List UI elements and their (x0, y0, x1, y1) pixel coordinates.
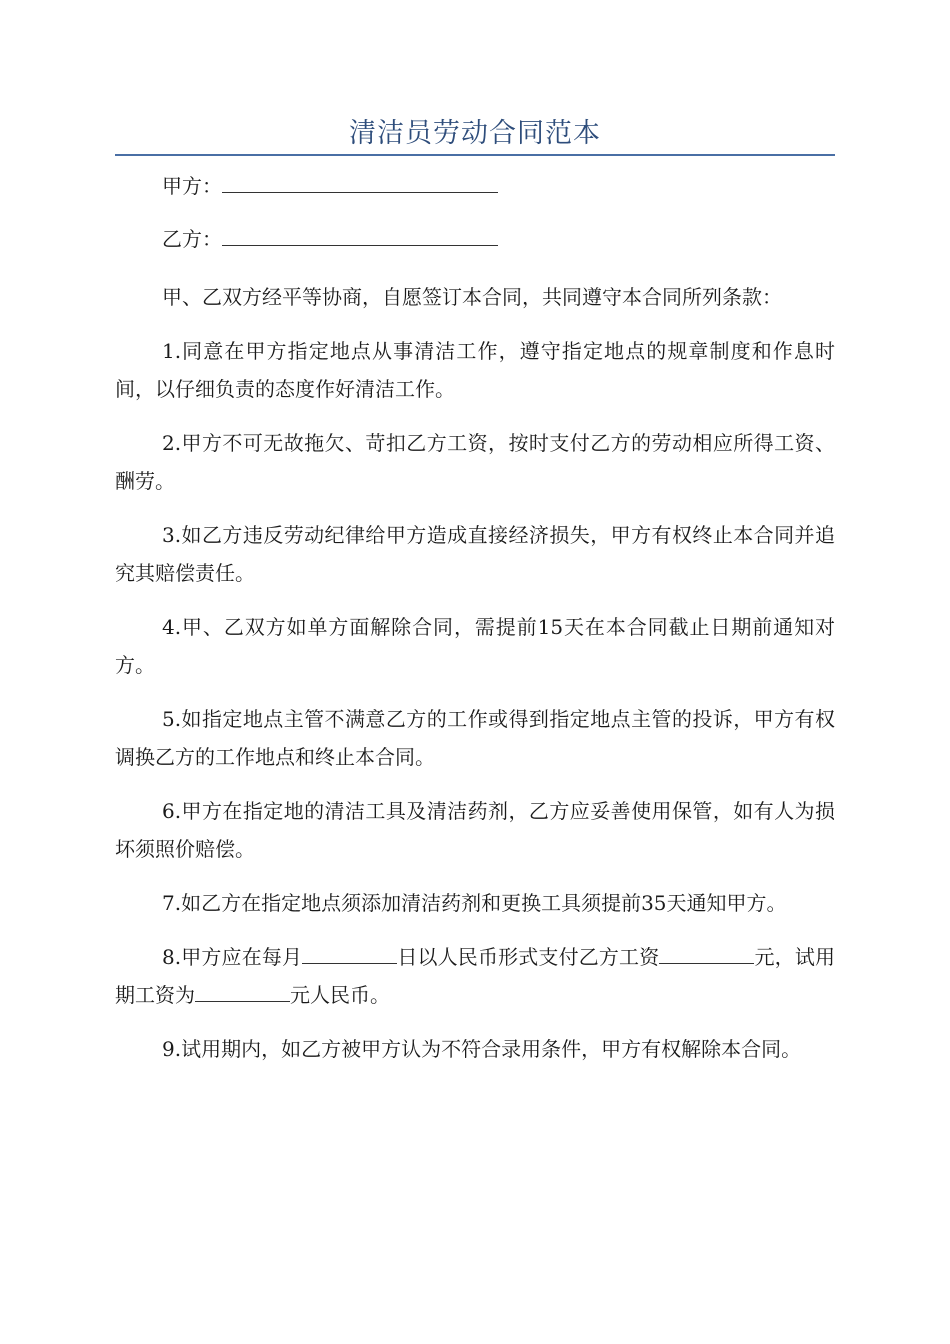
clause-6: 6.甲方在指定地的清洁工具及清洁药剂，乙方应妥善使用保管，如有人为损坏须照价赔偿。 (115, 799, 835, 861)
party-b-label: 乙方： (162, 227, 222, 251)
clause-8-part3: 元，试用期工资为 (115, 945, 835, 1007)
intro-paragraph: 甲、乙双方经平等协商，自愿签订本合同，共同遵守本合同所列条款： (162, 285, 782, 309)
clause-8-part2: 日以人民币形式支付乙方工资 (397, 945, 660, 969)
clause-1: 1.同意在甲方指定地点从事清洁工作，遵守指定地点的规章制度和作息时间，以仔细负责的态度作好清洁工作。 (115, 339, 835, 401)
clause-8 (115, 938, 835, 1014)
clause-3: 3.如乙方违反劳动纪律给甲方造成直接经济损失，甲方有权终止本合同并追究其赔偿责任。 (115, 523, 835, 585)
party-b-blank (222, 227, 498, 246)
probation-salary-blank (195, 981, 290, 1002)
clause-8-part4: 元人民币。 (290, 983, 390, 1007)
document-body (115, 172, 835, 1084)
salary-blank (659, 943, 754, 964)
clause-7: 7.如乙方在指定地点须添加清洁药剂和更换工具须提前35天通知甲方。 (162, 891, 787, 915)
clause-2: 2.甲方不可无故拖欠、苛扣乙方工资，按时支付乙方的劳动相应所得工资、酬劳。 (115, 431, 835, 493)
clause-4: 4.甲、乙双方如单方面解除合同，需提前15天在本合同截止日期前通知对方。 (115, 615, 835, 677)
pay-day-blank (302, 943, 397, 964)
clause-9: 9.试用期内，如乙方被甲方认为不符合录用条件，甲方有权解除本合同。 (162, 1037, 802, 1061)
document-title: 清洁员劳动合同范本 (349, 118, 601, 149)
clause-5: 5.如指定地点主管不满意乙方的工作或得到指定地点主管的投诉，甲方有权调换乙方的工作地点和终止本合同。 (115, 707, 835, 769)
title-underline (115, 154, 835, 156)
party-b-line (115, 225, 835, 253)
party-a-label: 甲方： (162, 174, 222, 198)
party-a-line (115, 172, 835, 200)
party-a-blank (222, 174, 498, 193)
clause-8-part1: 8.甲方应在每月 (162, 945, 303, 969)
